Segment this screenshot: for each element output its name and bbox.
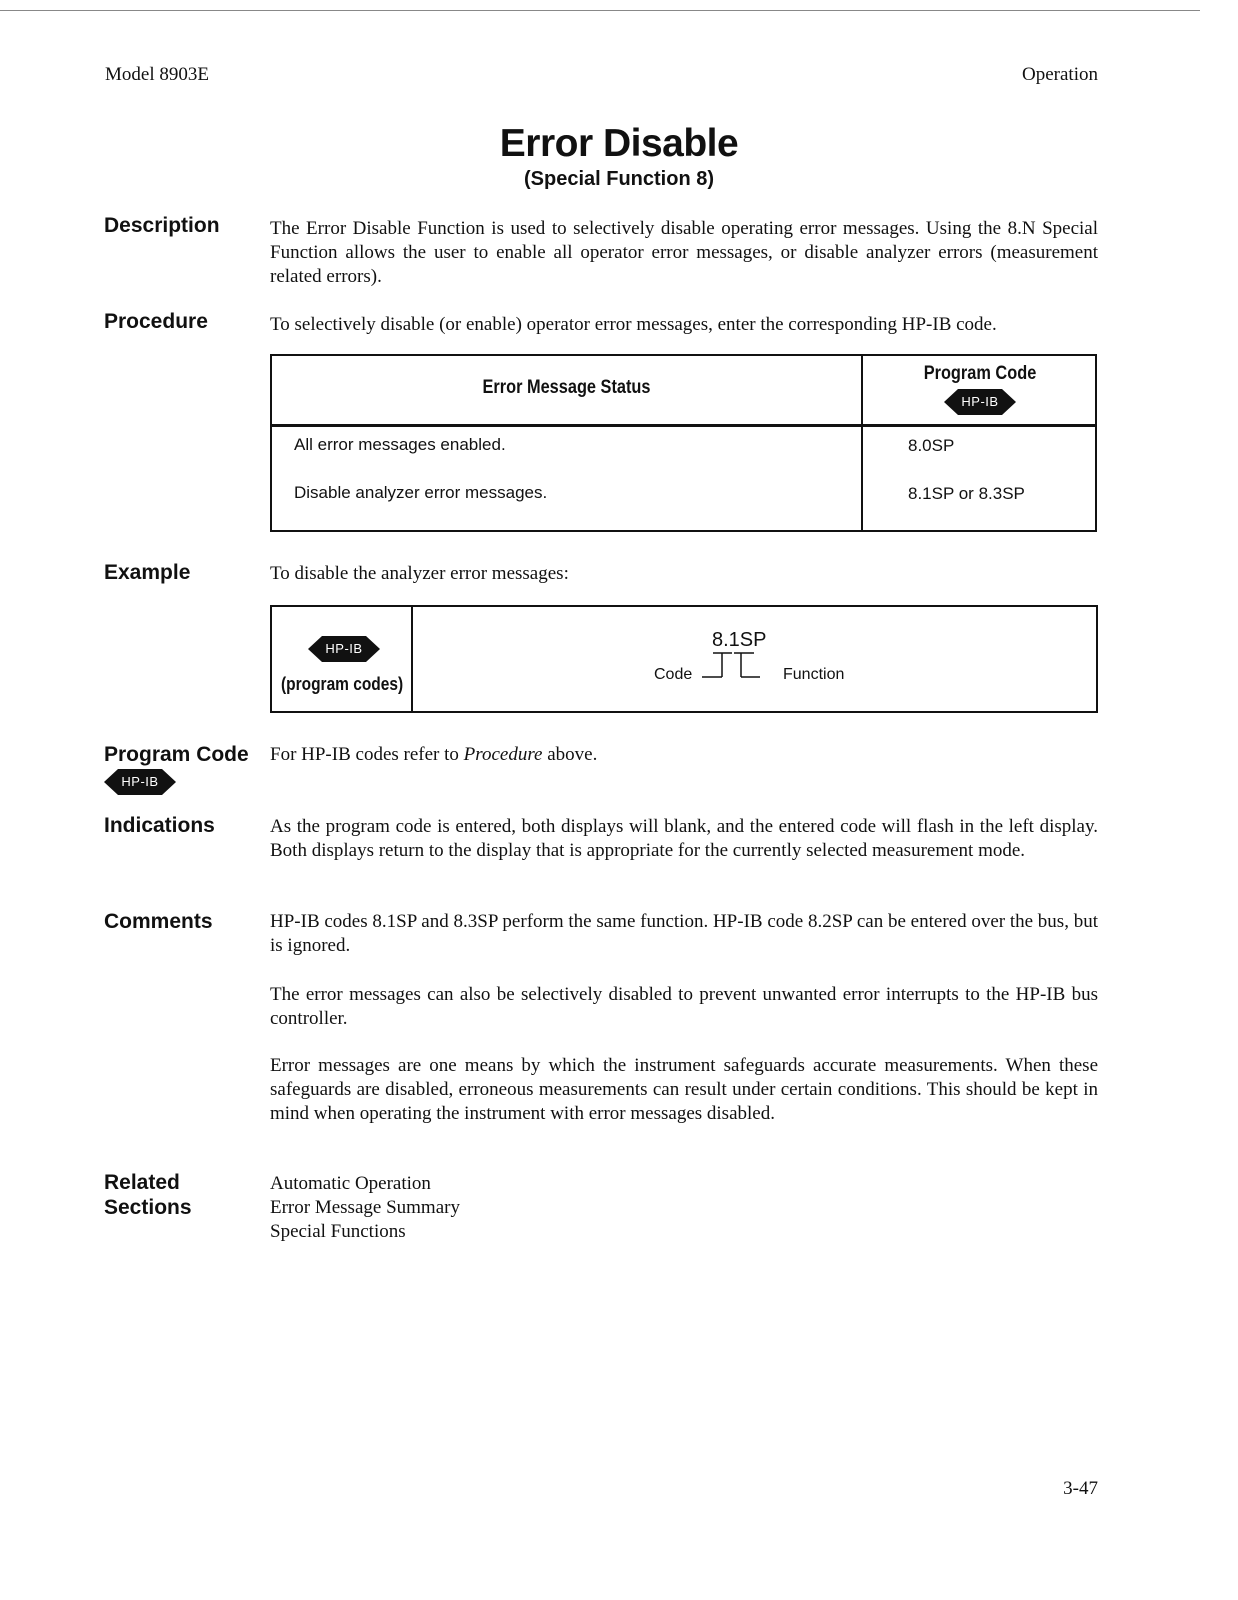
- page-subtitle: (Special Function 8): [523, 168, 715, 190]
- comments-label: Comments: [104, 910, 213, 933]
- header-section: Operation: [1022, 64, 1098, 85]
- table-row-1-code: 8.0SP: [908, 436, 955, 455]
- example-text: To disable the analyzer error messages:: [270, 563, 569, 584]
- example-code-label: Code: [654, 666, 693, 683]
- hpib-arrow-icon: HP-IB: [308, 636, 380, 662]
- program-code-label: Program Code: [104, 743, 249, 766]
- table-header-code: Program Code: [923, 363, 1037, 384]
- related-list: [270, 1172, 1098, 1244]
- comments-paragraph-2: The error messages can also be selectively disabled to prevent unwanted error interrupts to the HP-IB bus controller.: [270, 984, 1098, 1029]
- page-title: Error Disable: [499, 122, 739, 165]
- code-bracket-lines: [692, 651, 772, 683]
- table-row-2-code: 8.1SP or 8.3SP: [908, 484, 1025, 503]
- program-code-text: For HP-IB codes refer to Procedure above.: [270, 744, 598, 765]
- top-rule: [0, 10, 1200, 11]
- example-label: Example: [104, 561, 191, 584]
- comments-paragraph-3: Error messages are one means by which the instrument safeguards accurate measurements. When these safeguards are disabled, erroneous measurements can result under certain conditions. This should be kept in mind when operating the instrument with error messages disabled.: [270, 1055, 1098, 1124]
- procedure-text: To selectively disable (or enable) operator error messages, enter the corresponding HP-IB code.: [270, 314, 997, 335]
- hpib-arrow-icon: HP-IB: [104, 769, 176, 795]
- related-item: Special Functions: [270, 1221, 406, 1242]
- example-box-divider: [411, 607, 413, 711]
- example-box: [270, 605, 1098, 713]
- example-code: 8.1SP: [712, 629, 767, 651]
- error-status-table: [270, 354, 1097, 532]
- indications-text: As the program code is entered, both displays will blank, and the entered code will flash in the left display. Both displays return to the display that is appropriate for the currently selected measurement mode.: [270, 816, 1098, 861]
- description-label: Description: [104, 214, 220, 237]
- page-number: 3-47: [1063, 1478, 1098, 1499]
- indications-label: Indications: [104, 814, 215, 837]
- description-text: The Error Disable Function is used to selectively disable operating error messages. Using the 8.N Special Function allows the user to enable all operator error messages, or disable analyzer errors (measurement related errors).: [270, 218, 1098, 287]
- header-model: Model 8903E: [105, 64, 209, 85]
- procedure-label: Procedure: [104, 310, 208, 333]
- example-function-label: Function: [783, 666, 845, 683]
- table-row-2-status: Disable analyzer error messages.: [294, 483, 548, 502]
- example-program-codes-label: (program codes): [281, 674, 404, 694]
- hpib-arrow-icon: HP-IB: [944, 389, 1016, 415]
- comments-paragraph-1: HP-IB codes 8.1SP and 8.3SP perform the same function. HP-IB code 8.2SP can be entered over the bus, but is ignored.: [270, 911, 1098, 956]
- table-header-status: Error Message Status: [482, 377, 651, 398]
- table-row-1-status: All error messages enabled.: [294, 435, 506, 454]
- related-item: Error Message Summary: [270, 1197, 460, 1218]
- related-label-line2: Sections: [104, 1196, 192, 1219]
- table-column-divider: [861, 356, 863, 530]
- related-item: Automatic Operation: [270, 1173, 431, 1194]
- table-header-divider: [272, 424, 1095, 427]
- related-label-line1: Related: [104, 1171, 180, 1194]
